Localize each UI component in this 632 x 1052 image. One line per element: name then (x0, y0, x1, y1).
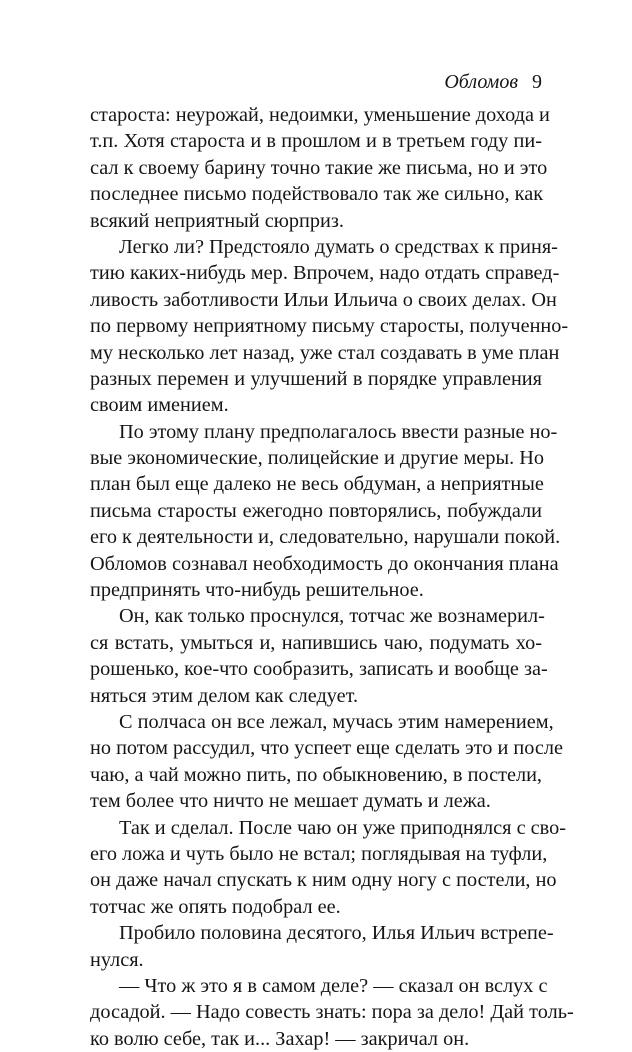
text-line: Он, как только проснулся, тотчас же вознамерил- (119, 605, 545, 628)
text-line: последнее письмо подействовало так же сильно, как (90, 183, 544, 206)
text-line: С полчаса он все лежал, мучась этим намерением, (119, 710, 554, 733)
text-line: досадой. — Надо совесть знать: пора за дело! Дай толь- (90, 1001, 574, 1024)
text-line: своим имением. (90, 394, 229, 417)
text-line: нулся. (90, 948, 144, 971)
body-text (90, 102, 574, 1052)
text-line: му несколько лет назад, уже стал создавать в уме план (90, 341, 560, 364)
text-line: рошенько, кое-что сообразить, записать и вообще за- (90, 658, 548, 681)
text-line: тем более что ничто не мешает думать и лежа. (90, 790, 491, 813)
paragraph (90, 709, 564, 815)
paragraph (90, 920, 554, 973)
text-line: По этому плану предполагалось ввести разные но- (119, 420, 558, 443)
paragraph (90, 234, 569, 419)
running-header (444, 70, 542, 94)
text-line: разных перемен и улучшений в порядке управления (90, 367, 542, 390)
text-line: письма старосты ежегодно повторялись, побуждали (90, 499, 542, 522)
text-line: сал к своему барину точно такие же письма, но и это (90, 156, 548, 179)
paragraph (90, 419, 561, 604)
paragraph (90, 815, 566, 921)
text-line: вые экономические, полицейские и другие меры. Но (90, 447, 545, 470)
text-line: — Что ж это я в самом деле? — сказал он вслух с (119, 974, 548, 997)
paragraph (90, 973, 574, 1052)
text-line: няться этим делом как следует. (90, 684, 359, 707)
text-line: тотчас же опять подобрал ее. (90, 895, 341, 918)
text-line: чаю, а чай можно пить, по обыкновению, в постели, (90, 763, 542, 786)
paragraph (90, 102, 550, 234)
text-line: по первому неприятному письму старосты, полученно- (90, 315, 569, 338)
text-line: план был еще далеко не весь обдуман, а неприятные (90, 473, 544, 496)
page-number: 9 (532, 71, 542, 93)
text-line: ся встать, умыться и, напившись чаю, подумать хо- (90, 631, 542, 654)
paragraph (90, 603, 548, 709)
text-line: он даже начал спускать к ним одну ногу с постели, но (90, 869, 557, 892)
text-line: всякий неприятный сюрприз. (90, 209, 344, 232)
text-line: Обломов сознавал необходимость до окончания плана (90, 552, 559, 575)
text-line: т.п. Хотя староста и в прошлом и в третьем году пи- (90, 130, 542, 153)
running-title: Обломов (444, 71, 518, 93)
text-line: тию каких-нибудь мер. Впрочем, надо отдать справед- (90, 262, 560, 285)
text-line: ко волю себе, так и... Захар! — закричал он. (90, 1027, 470, 1050)
text-line: Легко ли? Предстояло думать о средствах к приня- (119, 235, 558, 258)
text-line: его ложа и чуть было не встал; поглядывая на туфли, (90, 842, 548, 865)
text-line: его к деятельности и, следовательно, нарушали покой. (90, 526, 561, 549)
text-line: староста: неурожай, недоимки, уменьшение дохода и (90, 104, 550, 126)
text-line: Пробило половина десятого, Илья Ильич встрепе- (119, 922, 554, 945)
text-line: но потом рассудил, что успеет еще сделать это и после (90, 737, 564, 760)
text-line: предпринять что-нибудь решительное. (90, 579, 424, 602)
text-line: ливость заботливости Ильи Ильича о своих делах. Он (90, 288, 557, 311)
text-line: Так и сделал. После чаю он уже приподнялся с сво- (119, 816, 566, 839)
